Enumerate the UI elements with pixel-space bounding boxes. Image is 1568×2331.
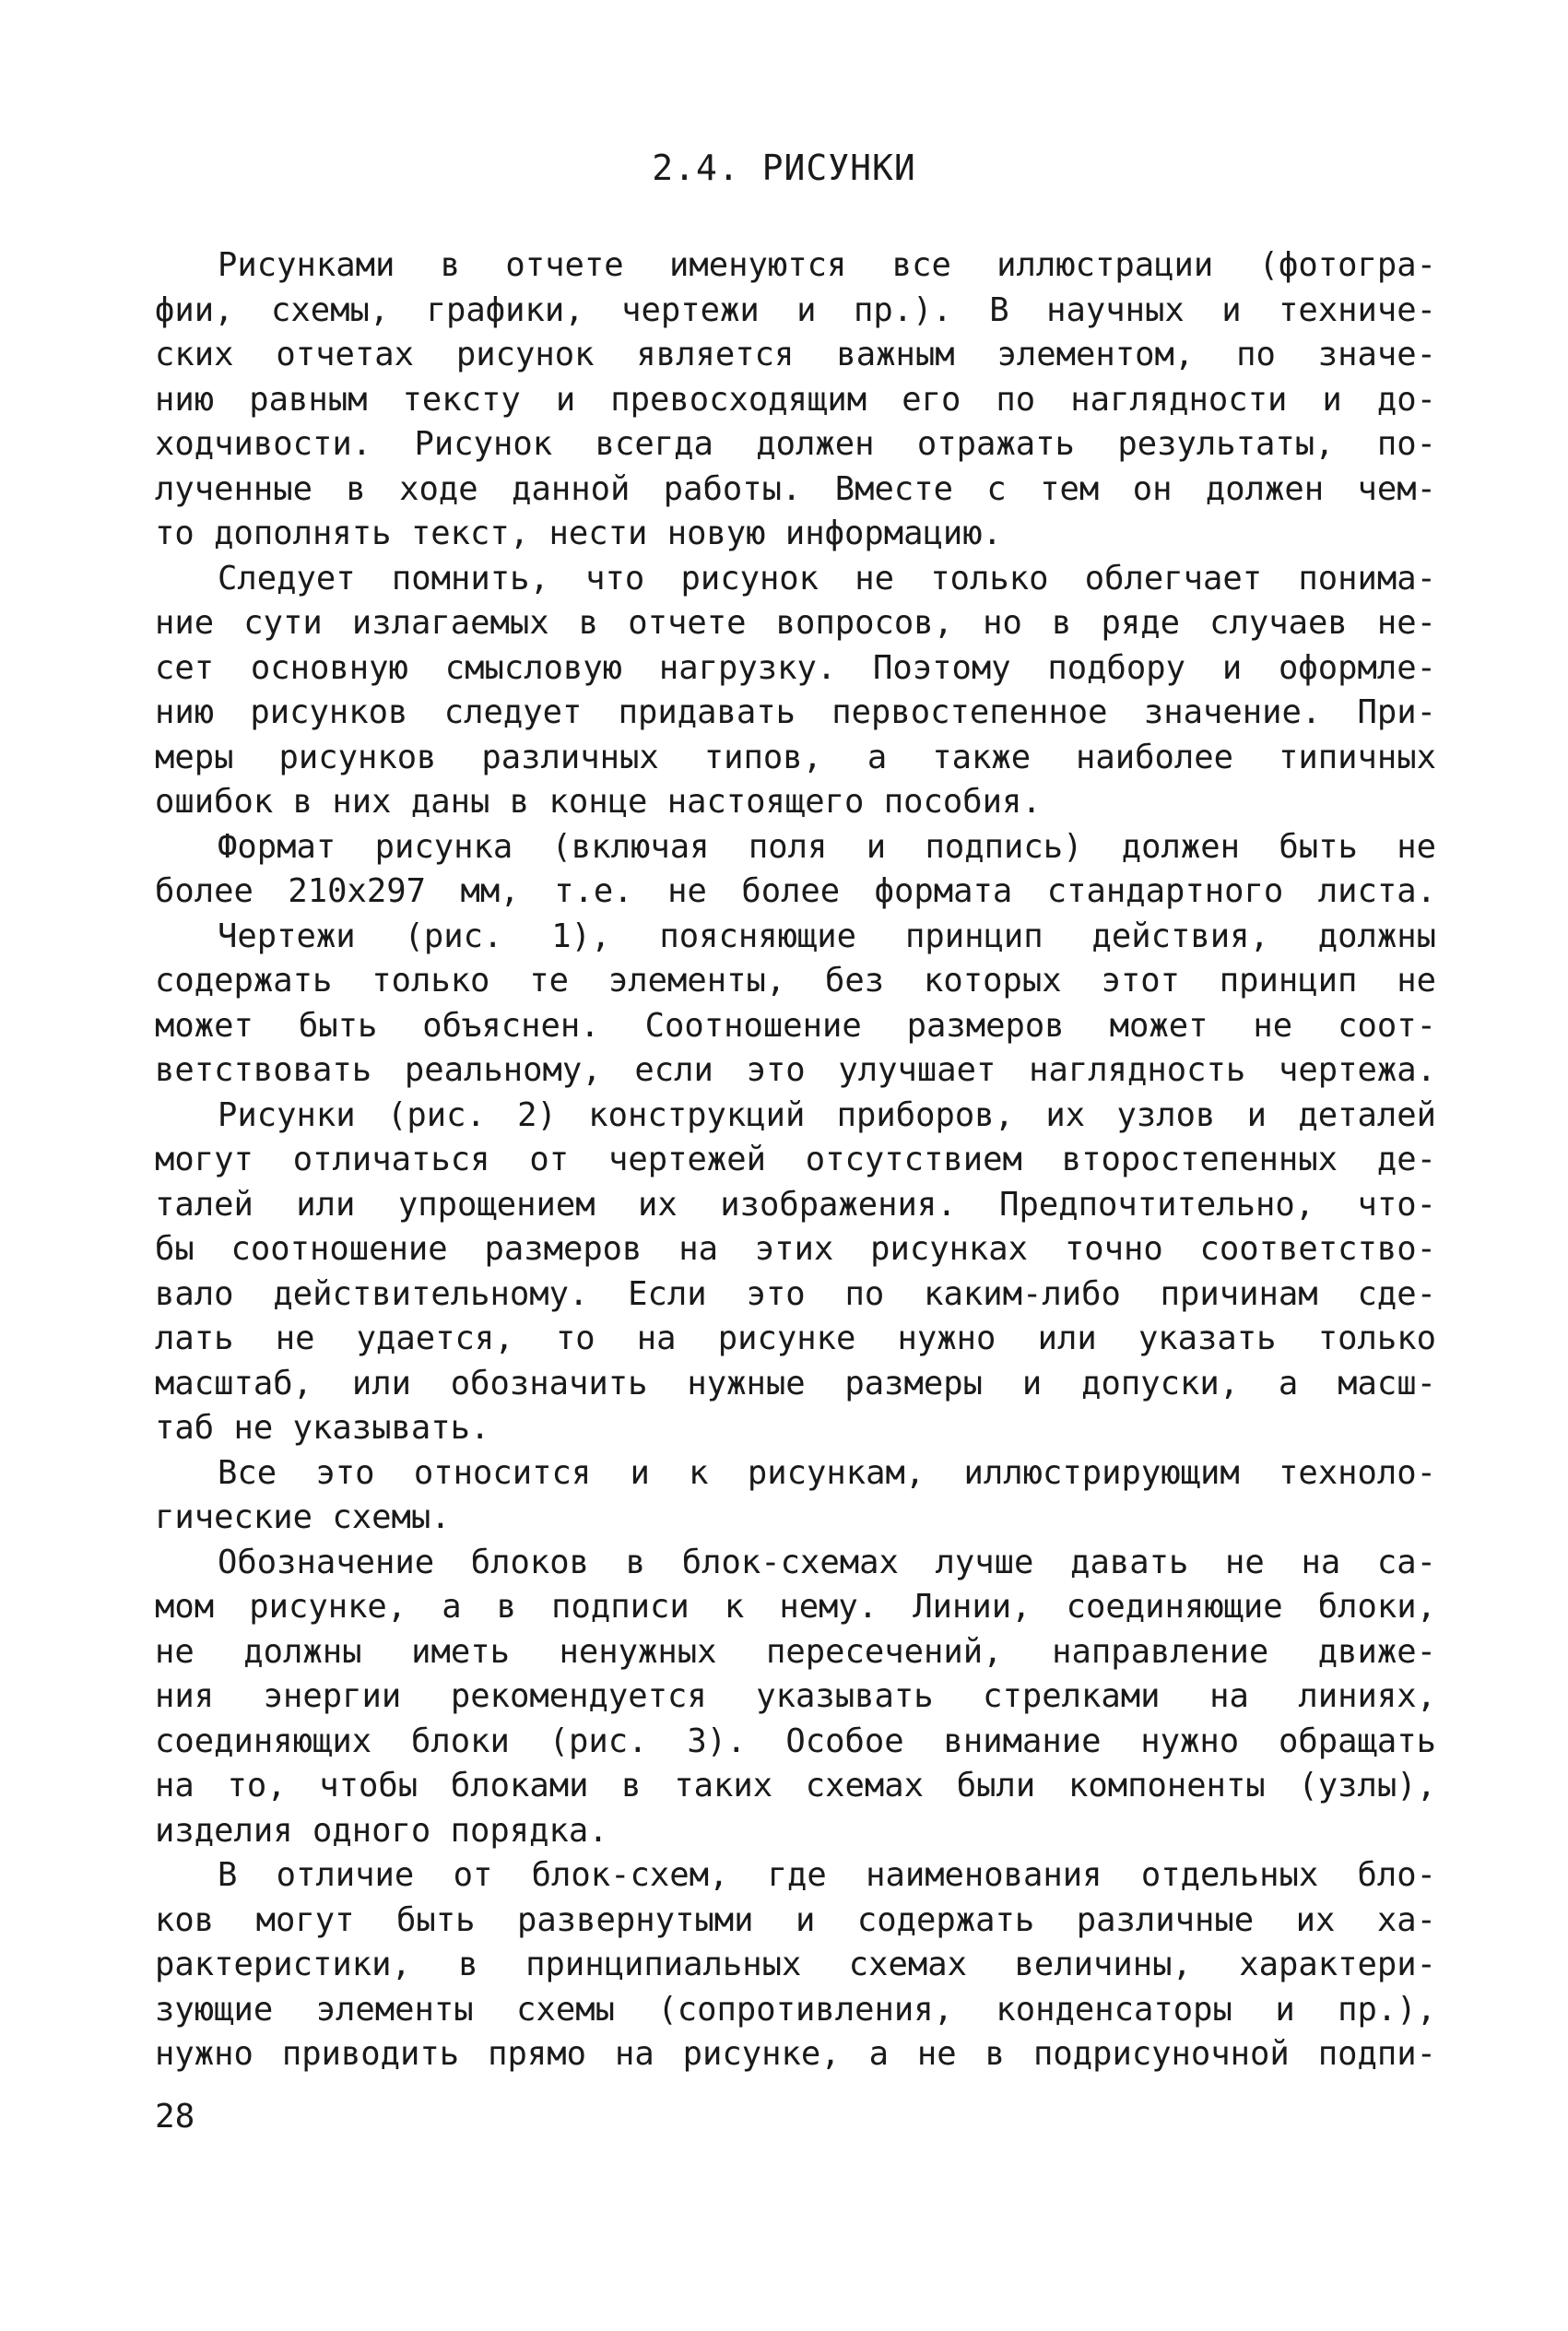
- text-line: рактеристики, в принципиальных схемах величины, характери-: [155, 1946, 1436, 1983]
- text-line: на то, чтобы блоками в таких схемах были компоненты (узлы),: [155, 1767, 1436, 1804]
- text-line: меры рисунков различных типов, а также наиболее типичных: [155, 738, 1436, 776]
- paragraph: [155, 825, 1436, 915]
- text-line: могут отличаться от чертежей отсутствием второстепенных де-: [155, 1141, 1436, 1178]
- text-line: содержать только те элементы, без которых этот принцип не: [155, 962, 1436, 1000]
- paragraph: [155, 1451, 1436, 1541]
- text-line: изделия одного порядка.: [155, 1811, 608, 1850]
- text-line: лать не удается, то на рисунке нужно или указать только: [155, 1319, 1436, 1357]
- text-line: Чертежи (рис. 1), поясняющие принцип действия, должны: [218, 917, 1436, 955]
- text-line: мом рисунке, а в подписи к нему. Линии, соединяющие блоки,: [155, 1588, 1436, 1626]
- text-line: ветствовать реальному, если это улучшает наглядность чертежа.: [155, 1051, 1436, 1089]
- text-line: более 210х297 мм, т.е. не более формата стандартного листа.: [155, 872, 1436, 910]
- text-line: Все это относится и к рисункам, иллюстрирующим техноло-: [218, 1453, 1436, 1492]
- text-line: ков могут быть развернутыми и содержать различные их ха-: [155, 1900, 1436, 1939]
- text-line: Рисунки (рис. 2) конструкций приборов, их узлов и деталей: [218, 1095, 1436, 1134]
- text-line: Формат рисунка (включая поля и подпись) должен быть не: [218, 827, 1436, 866]
- text-line: гические схемы.: [155, 1498, 451, 1536]
- text-line: ние сути излагаемых в отчете вопросов, но в ряде случаев не-: [155, 604, 1436, 642]
- text-line: может быть объяснен. Соотношение размеров может не соот-: [155, 1006, 1436, 1045]
- body-text: [155, 243, 1436, 2077]
- paragraph: [155, 1853, 1436, 2077]
- text-line: бы соотношение размеров на этих рисунках точно соответство-: [155, 1230, 1436, 1268]
- paragraph: [155, 915, 1436, 1094]
- text-line: Рисунками в отчете именуются все иллюстрации (фотогра-: [218, 246, 1436, 284]
- text-line: то дополнять текст, нести новую информацию.: [155, 515, 1003, 552]
- text-line: соединяющих блоки (рис. 3). Особое внимание нужно обращать: [155, 1722, 1436, 1760]
- text-line: масштаб, или обозначить нужные размеры и допуски, а масш-: [155, 1364, 1436, 1402]
- text-line: вало действительному. Если это по каким-либо причинам сде-: [155, 1274, 1436, 1313]
- text-line: нужно приводить прямо на рисунке, а не в подрисуночной подпи-: [155, 2035, 1436, 2073]
- text-line: ния энергии рекомендуется указывать стрелками на линиях,: [155, 1677, 1436, 1715]
- text-line: Следует помнить, что рисунок не только облегчает понима-: [218, 559, 1436, 598]
- text-line: талей или упрощением их изображения. Предпочтительно, что-: [155, 1185, 1436, 1224]
- text-line: нию рисунков следует придавать первостепенное значение. При-: [155, 693, 1436, 731]
- text-line: лученные в ходе данной работы. Вместе с тем он должен чем-: [155, 469, 1436, 508]
- text-line: ошибок в них даны в конце настоящего пособия.: [155, 783, 1042, 821]
- text-line: зующие элементы схемы (сопротивления, конденсаторы и пр.),: [155, 1990, 1436, 2029]
- text-line: таб не указывать.: [155, 1409, 490, 1447]
- paragraph: [155, 243, 1436, 557]
- paragraph: [155, 557, 1436, 825]
- text-line: нию равным тексту и превосходящим его по наглядности и до-: [155, 380, 1436, 419]
- page-number: 28: [155, 2098, 195, 2136]
- text-line: ходчивости. Рисунок всегда должен отражать результаты, по-: [155, 425, 1436, 463]
- text-line: Обозначение блоков в блок-схемах лучше давать не на са-: [218, 1543, 1436, 1581]
- text-line: ских отчетах рисунок является важным элементом, по значе-: [155, 336, 1436, 373]
- text-line: фии, схемы, графики, чертежи и пр.). В научных и техниче-: [155, 290, 1436, 329]
- paragraph: [155, 1094, 1436, 1451]
- text-line: не должны иметь ненужных пересечений, направление движе-: [155, 1632, 1436, 1671]
- section-heading: 2.4. РИСУНКИ: [652, 148, 916, 188]
- text-line: сет основную смысловую нагрузку. Поэтому подбору и оформле-: [155, 648, 1436, 687]
- paragraph: [155, 1541, 1436, 1854]
- text-line: В отличие от блок-схем, где наименования отдельных бло-: [218, 1856, 1436, 1894]
